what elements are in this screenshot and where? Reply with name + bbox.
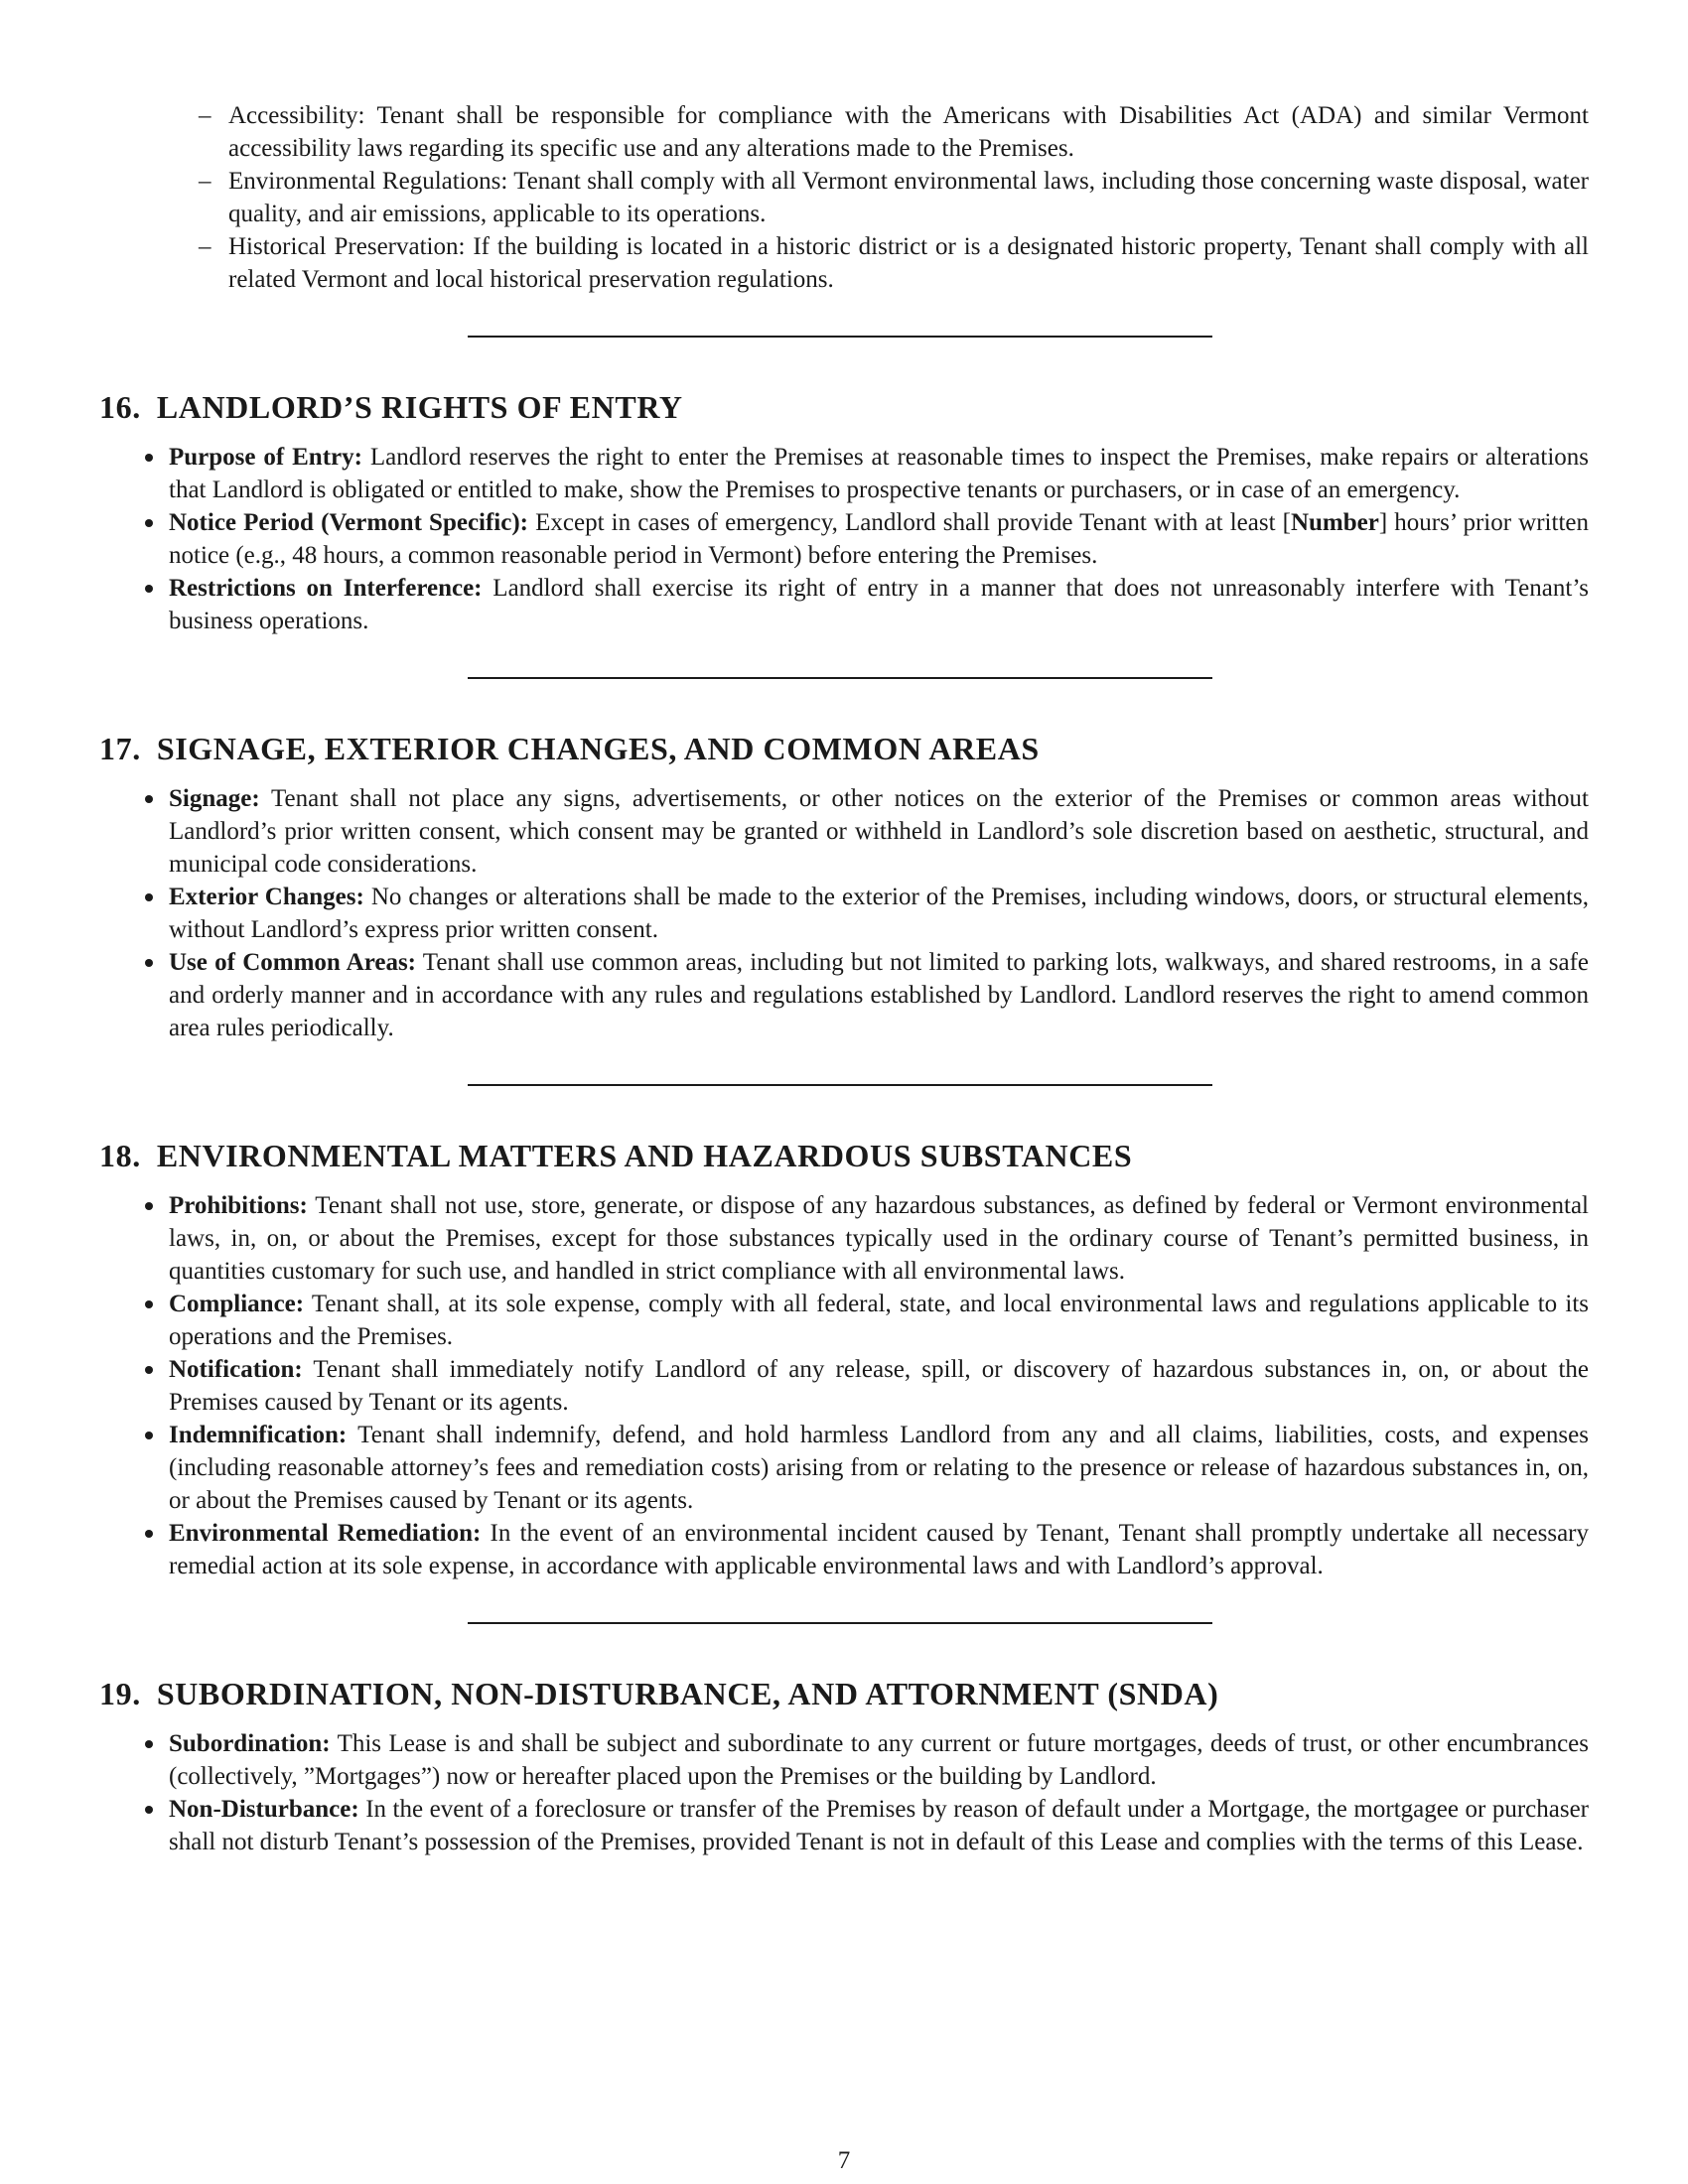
section-number: 16. xyxy=(99,389,141,425)
bullet-icon xyxy=(145,1366,153,1374)
section-title: LANDLORD’S RIGHTS OF ENTRY xyxy=(156,389,683,425)
section-number: 17. xyxy=(99,731,141,766)
bullet-icon xyxy=(145,1432,153,1439)
page-number: 7 xyxy=(837,2147,851,2174)
list-item xyxy=(169,441,1589,506)
bullet-icon xyxy=(145,959,153,967)
section-16-list xyxy=(169,441,1589,637)
dash-marker: – xyxy=(199,102,211,129)
item-label: Notice Period (Vermont Specific): xyxy=(169,509,529,536)
dash-list-item xyxy=(199,99,1589,165)
dash-marker: – xyxy=(199,168,211,195)
list-item xyxy=(169,1189,1589,1288)
section-heading-17 xyxy=(99,729,1589,768)
list-item xyxy=(169,946,1589,1044)
section-title: SUBORDINATION, NON-DISTURBANCE, AND ATTORNMENT (SNDA) xyxy=(156,1676,1219,1711)
list-item xyxy=(169,1793,1589,1858)
item-label: Environmental Remediation: xyxy=(169,1520,482,1547)
placeholder-number: Number xyxy=(1290,509,1379,536)
item-text: Landlord reserves the right to enter the Premises at reasonable times to inspect the Premises, make repairs or alterations that Landlord is obligated or entitled to make, show the Premises to prospective tenants or purchasers, or in case of an emergency. xyxy=(169,444,1589,503)
item-text: Tenant shall immediately notify Landlord of any release, spill, or discovery of hazardous substances in, on, or about the Premises caused by Tenant or its agents. xyxy=(169,1356,1589,1416)
dash-item-text: Accessibility: Tenant shall be responsible for compliance with the Americans with Disabilities Act (ADA) and similar Vermont accessibility laws regarding its specific use and any alterations made to the Premises. xyxy=(228,102,1589,162)
item-text: This Lease is and shall be subject and subordinate to any current or future mortgages, deeds of trust, or other encumbrances (collectively, ”Mortgages”) now or hereafter placed upon the Premises or the building by Landlord. xyxy=(169,1730,1589,1790)
document-page xyxy=(99,99,1589,1858)
dash-marker: – xyxy=(199,233,211,260)
dash-item-text: Historical Preservation: If the building is located in a historic district or is a designated historic property, Tenant shall comply with all related Vermont and local historical preservation regulations. xyxy=(228,233,1589,293)
bullet-icon xyxy=(145,1740,153,1748)
item-text: Tenant shall not use, store, generate, or dispose of any hazardous substances, as defined by federal or Vermont environmental laws, in, on, or about the Premises, except for those substances typically used in the ordinary course of Tenant’s permitted business, in quantities customary for such use, and handled in strict compliance with all environmental laws. xyxy=(169,1192,1589,1285)
item-label: Signage: xyxy=(169,785,260,812)
item-label: Indemnification: xyxy=(169,1422,348,1448)
item-text: Landlord shall exercise its right of entry in a manner that does not unreasonably interfere with Tenant’s business operations. xyxy=(169,575,1589,634)
bullet-icon xyxy=(145,1202,153,1210)
item-text-cont: ] hours’ prior written notice (e.g., 48 hours, a common reasonable period in Vermont) before entering the Premises. xyxy=(169,509,1589,569)
list-item xyxy=(169,1419,1589,1517)
item-text: No changes or alterations shall be made to the exterior of the Premises, including windows, doors, or structural elements, without Landlord’s express prior written consent. xyxy=(169,884,1589,943)
list-item xyxy=(169,1288,1589,1353)
bullet-icon xyxy=(145,1530,153,1538)
dash-item-text: Environmental Regulations: Tenant shall comply with all Vermont environmental laws, including those concerning waste disposal, water quality, and air emissions, applicable to its operations. xyxy=(228,168,1589,227)
item-text: In the event of an environmental incident caused by Tenant, Tenant shall promptly undertake all necessary remedial action at its sole expense, in accordance with applicable environmental laws and with Landlord’s approval. xyxy=(169,1520,1589,1579)
intro-dash-list xyxy=(199,99,1589,296)
item-label: Non-Disturbance: xyxy=(169,1796,359,1823)
section-divider xyxy=(468,336,1212,338)
section-19-list xyxy=(169,1727,1589,1858)
bullet-icon xyxy=(145,1806,153,1814)
bullet-icon xyxy=(145,454,153,462)
item-label: Notification: xyxy=(169,1356,303,1383)
list-item xyxy=(169,1353,1589,1419)
section-divider xyxy=(468,1622,1212,1624)
dash-list-item xyxy=(199,165,1589,230)
section-divider xyxy=(468,1084,1212,1086)
list-item xyxy=(169,782,1589,881)
list-item xyxy=(169,1517,1589,1582)
list-item xyxy=(169,1727,1589,1793)
item-text: Tenant shall not place any signs, advertisements, or other notices on the exterior of the Premises or common areas without Landlord’s prior written consent, which consent may be granted or withheld in Landlord’s sole discretion based on aesthetic, structural, and municipal code considerations. xyxy=(169,785,1589,878)
section-number: 19. xyxy=(99,1676,141,1711)
list-item xyxy=(169,572,1589,637)
item-label: Subordination: xyxy=(169,1730,331,1757)
dash-list-item xyxy=(199,230,1589,296)
item-text: Tenant shall use common areas, including but not limited to parking lots, walkways, and shared restrooms, in a safe and orderly manner and in accordance with any rules and regulations established by Landlord. Landlord reserves the right to amend common area rules periodically. xyxy=(169,949,1589,1041)
section-heading-18 xyxy=(99,1136,1589,1175)
section-heading-19 xyxy=(99,1674,1589,1713)
item-text: Tenant shall, at its sole expense, comply with all federal, state, and local environmental laws and regulations applicable to its operations and the Premises. xyxy=(169,1291,1589,1350)
section-title: SIGNAGE, EXTERIOR CHANGES, AND COMMON AREAS xyxy=(156,731,1040,766)
bullet-icon xyxy=(145,893,153,901)
section-heading-16 xyxy=(99,387,1589,427)
section-title: ENVIRONMENTAL MATTERS AND HAZARDOUS SUBSTANCES xyxy=(156,1138,1133,1173)
item-label: Compliance: xyxy=(169,1291,305,1317)
section-divider xyxy=(468,677,1212,679)
item-label: Exterior Changes: xyxy=(169,884,364,910)
section-17-list xyxy=(169,782,1589,1044)
item-label: Prohibitions: xyxy=(169,1192,308,1219)
bullet-icon xyxy=(145,585,153,593)
bullet-icon xyxy=(145,1300,153,1308)
section-18-list xyxy=(169,1189,1589,1582)
list-item xyxy=(169,506,1589,572)
list-item xyxy=(169,881,1589,946)
item-label: Purpose of Entry: xyxy=(169,444,362,471)
item-text: Except in cases of emergency, Landlord shall provide Tenant with at least [ xyxy=(528,509,1291,536)
item-text: Tenant shall indemnify, defend, and hold harmless Landlord from any and all claims, liabilities, costs, and expenses (including reasonable attorney’s fees and remediation costs) arising from or relating to the presence or release of hazardous substances in, on, or about the Premises caused by Tenant or its agents. xyxy=(169,1422,1589,1514)
item-text: In the event of a foreclosure or transfer of the Premises by reason of default under a Mortgage, the mortgagee or purchaser shall not disturb Tenant’s possession of the Premises, provided Tenant is not in default of this Lease and complies with the terms of this Lease. xyxy=(169,1796,1589,1855)
bullet-icon xyxy=(145,519,153,527)
item-label: Restrictions on Interference: xyxy=(169,575,483,602)
section-number: 18. xyxy=(99,1138,141,1173)
item-label: Use of Common Areas: xyxy=(169,949,417,976)
bullet-icon xyxy=(145,795,153,803)
